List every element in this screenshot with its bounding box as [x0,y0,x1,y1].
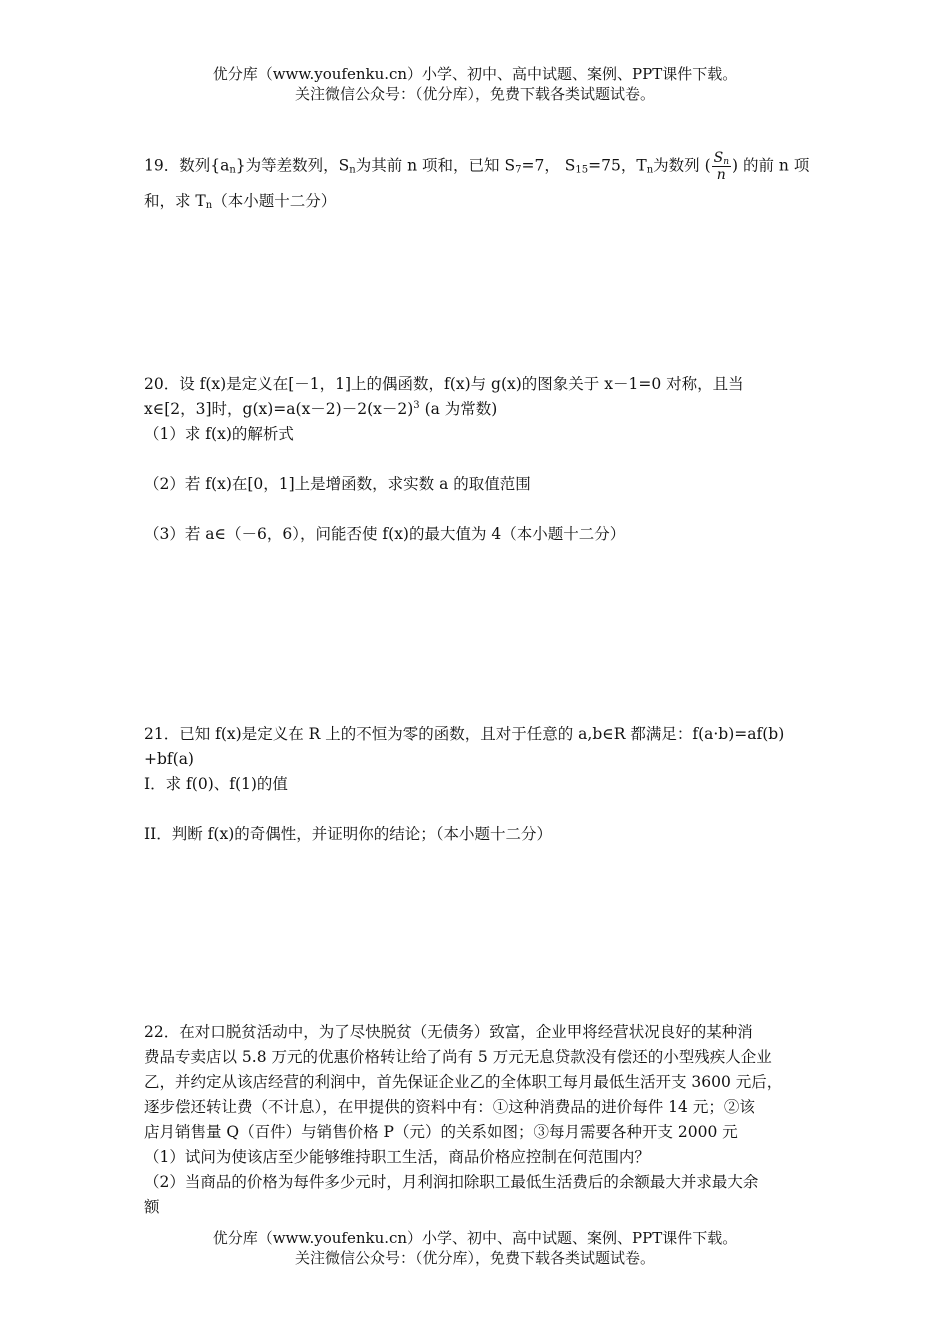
q19-text-7: ) 的前 n 项 [732,156,810,175]
q19-sub-5: n [646,164,654,176]
q20-line2-text-1: x∈[2，3]时，g(x)=a(x－2)－2(x－2) [144,400,414,418]
question-20-part-2: （2）若 f(x)在[0，1]上是增函数，求实数 a 的取值范围 [144,475,531,493]
footer-line-2: 关注微信公众号：（优分库），免费下载各类试题试卷。 [294,1249,655,1267]
q19-text-1: 19．数列{a [144,156,230,175]
q19-line2-text-1: 和，求 T [144,192,206,210]
header-line-1: 优分库（www.youfenku.cn）小学、初中、高中试题、案例、PPT课件下载。 [212,65,738,83]
question-22-line-5: 店月销售量 Q（百件）与销售价格 P（元）的关系如图；③每月需要各种开支 2000 元 [144,1123,738,1141]
fraction-denominator: n [716,167,726,183]
question-22-line-2: 费品专卖店以 5.8 万元的优惠价格转让给了尚有 5 万元无息贷款没有偿还的小型残疾人企业 [144,1048,772,1066]
question-22-line-4: 逐步偿还转让费（不计息），在甲提供的资料中有：①这种消费品的进价每件 14 元；②该 [144,1098,755,1116]
question-19-line-1 [144,150,812,183]
question-22-part-1: （1）试问为使该店至少能够维持职工生活，商品价格应控制在何范围内？ [144,1148,650,1166]
page-footer [0,1228,950,1268]
question-20-part-3: （3）若 a∈（－6，6），问能否使 f(x)的最大值为 4（本小题十二分） [144,525,626,543]
q19-line2-text-2: （本小题十二分） [212,192,337,210]
question-19 [144,150,812,214]
question-22-line-1: 22．在对口脱贫活动中，为了尽快脱贫（无债务）致富，企业甲将经营状况良好的某种消 [144,1023,753,1041]
question-20-line-2 [144,397,812,422]
question-22-part-2-line-1: （2）当商品的价格为每件多少元时，月利润扣除职工最低生活费后的余额最大并求最大余 [144,1173,759,1191]
q19-sub-1: n [229,164,236,176]
q19-text-2: }为等差数列，S [235,156,350,175]
q19-sub-4: 15 [575,164,589,176]
question-20-line-1: 20．设 f(x)是定义在[－1，1]上的偶函数，f(x)与 g(x)的图象关于 x－1=0 对称，且当 [144,375,744,393]
question-22 [144,1020,812,1220]
question-21-part-1: I．求 f(0)、f(1)的值 [144,775,288,793]
fraction-numerator-letter: S [713,150,724,166]
q20-line2-sup: 3 [413,400,420,411]
question-21-part-2: II．判断 f(x)的奇偶性，并证明你的结论；（本小题十二分） [144,825,552,843]
q19-text-5: =75，T [588,156,647,175]
q19-text-4: =7， S [521,156,576,175]
q19-sub-2: n [349,164,356,176]
q19-text-6: 为数列 ( [653,156,711,175]
q19-sub-3: 7 [515,164,522,176]
q19-line2-sub: n [205,200,213,211]
page-header [0,64,950,104]
sn-over-n-fraction [712,150,731,183]
q19-text-3: 为其前 n 项和，已知 S [355,156,516,175]
footer-line-1: 优分库（www.youfenku.cn）小学、初中、高中试题、案例、PPT课件下载。 [212,1229,738,1247]
header-line-2: 关注微信公众号：（优分库），免费下载各类试题试卷。 [294,85,655,103]
question-22-line-3: 乙，并约定从该店经营的利润中，首先保证企业乙的全体职工每月最低生活开支 3600 元后， [144,1073,783,1091]
question-21 [144,722,812,847]
question-19-line-2 [144,189,812,214]
q20-line2-text-2: (a 为常数) [419,400,498,418]
question-20-part-1: （1）求 f(x)的解析式 [144,425,294,443]
question-22-part-2-line-2: 额 [144,1198,160,1216]
question-21-line-2: +bf(a) [144,750,194,768]
fraction-numerator-sub: n [723,157,730,167]
question-20 [144,372,812,547]
question-21-line-1: 21．已知 f(x)是定义在 R 上的不恒为零的函数，且对于任意的 a,b∈R 都满足：f(a·b)=af(b) [144,725,785,743]
fraction-numerator [712,150,731,167]
